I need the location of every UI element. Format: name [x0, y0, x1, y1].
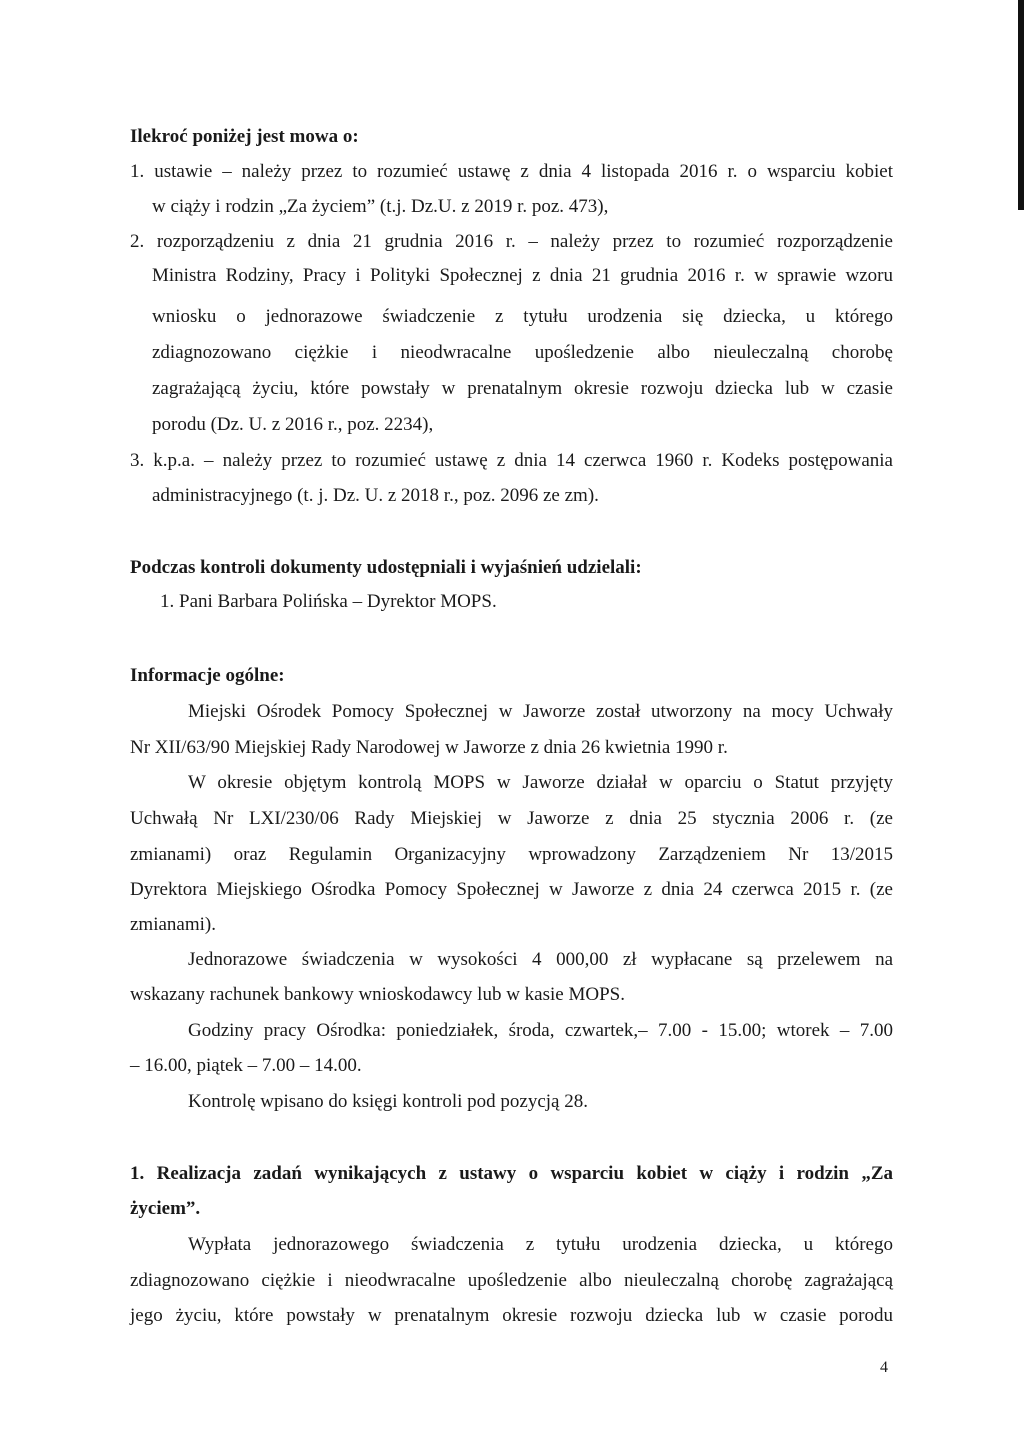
general-info-heading: Informacje ogólne:	[130, 665, 285, 686]
page-number: 4	[880, 1359, 888, 1376]
section-1-heading-line-2: życiem”.	[130, 1198, 201, 1219]
definition-2-line-6: porodu (Dz. U. z 2016 r., poz. 2234),	[152, 414, 434, 435]
general-info-line-4: Uchwałą Nr LXI/230/06 Rady Miejskiej w Jaworze z dnia 25 stycznia 2006 r. (ze	[130, 808, 893, 829]
general-info-line-7: zmianami).	[130, 914, 216, 935]
office-hours-line-2: – 16.00, piątek – 7.00 – 14.00.	[130, 1055, 362, 1076]
definition-3-line-1: 3. k.p.a. – należy przez to rozumieć ustawę z dnia 14 czerwca 1960 r. Kodeks postępowania	[130, 450, 893, 471]
definition-2-line-2: Ministra Rodziny, Pracy i Polityki Społecznej z dnia 21 grudnia 2016 r. w sprawie wzoru	[152, 265, 893, 286]
definitions-heading: Ilekroć poniżej jest mowa o:	[130, 126, 359, 147]
definition-1-line-2: w ciąży i rodzin „Za życiem” (t.j. Dz.U. z 2019 r. poz. 473),	[152, 196, 609, 217]
general-info-line-2: Nr XII/63/90 Miejskiej Rady Narodowej w Jaworze z dnia 26 kwietnia 1990 r.	[130, 737, 728, 758]
section-1-body-line-2: zdiagnozowano ciężkie i nieodwracalne upośledzenie albo nieuleczalną chorobę zagrażającą	[130, 1270, 893, 1291]
office-hours-line-1: Godziny pracy Ośrodka: poniedziałek, środa, czwartek,– 7.00 - 15.00; wtorek – 7.00	[188, 1020, 893, 1041]
definition-2-line-3: wniosku o jednorazowe świadczenie z tytułu urodzenia się dziecka, u którego	[152, 306, 893, 327]
definition-2-line-5: zagrażającą życiu, które powstały w prenatalnym okresie rozwoju dziecka lub w czasie	[152, 378, 893, 399]
definition-1-line-1: 1. ustawie – należy przez to rozumieć ustawę z dnia 4 listopada 2016 r. o wsparciu kobiet	[130, 161, 893, 182]
scan-edge-shadow	[1018, 0, 1024, 210]
participants-heading: Podczas kontroli dokumenty udostępniali i wyjaśnień udzielali:	[130, 557, 642, 578]
general-info-line-5: zmianami) oraz Regulamin Organizacyjny wprowadzony Zarządzeniem Nr 13/2015	[130, 844, 893, 865]
section-1-body-line-3: jego życiu, które powstały w prenatalnym okresie rozwoju dziecka lub w czasie porodu	[130, 1305, 893, 1326]
definition-2-line-4: zdiagnozowano ciężkie i nieodwracalne upośledzenie albo nieuleczalną chorobę	[152, 342, 893, 363]
general-info-line-9: wskazany rachunek bankowy wnioskodawcy lub w kasie MOPS.	[130, 984, 625, 1005]
section-1-heading-line-1: 1. Realizacja zadań wynikających z ustawy o wsparciu kobiet w ciąży i rodzin „Za	[130, 1163, 893, 1184]
control-book-entry: Kontrolę wpisano do księgi kontroli pod pozycją 28.	[188, 1091, 588, 1112]
participant-1: 1. Pani Barbara Polińska – Dyrektor MOPS.	[160, 591, 497, 612]
definition-3-line-2: administracyjnego (t. j. Dz. U. z 2018 r., poz. 2096 ze zm).	[152, 485, 599, 506]
definition-2-line-1: 2. rozporządzeniu z dnia 21 grudnia 2016 r. – należy przez to rozumieć rozporządzenie	[130, 231, 893, 252]
general-info-line-8: Jednorazowe świadczenia w wysokości 4 000,00 zł wypłacane są przelewem na	[188, 949, 893, 970]
general-info-line-1: Miejski Ośrodek Pomocy Społecznej w Jaworze został utworzony na mocy Uchwały	[188, 701, 893, 722]
general-info-line-6: Dyrektora Miejskiego Ośrodka Pomocy Społecznej w Jaworze z dnia 24 czerwca 2015 r. (ze	[130, 879, 893, 900]
general-info-line-3: W okresie objętym kontrolą MOPS w Jaworze działał w oparciu o Statut przyjęty	[188, 772, 893, 793]
section-1-body-line-1: Wypłata jednorazowego świadczenia z tytułu urodzenia dziecka, u którego	[188, 1234, 893, 1255]
